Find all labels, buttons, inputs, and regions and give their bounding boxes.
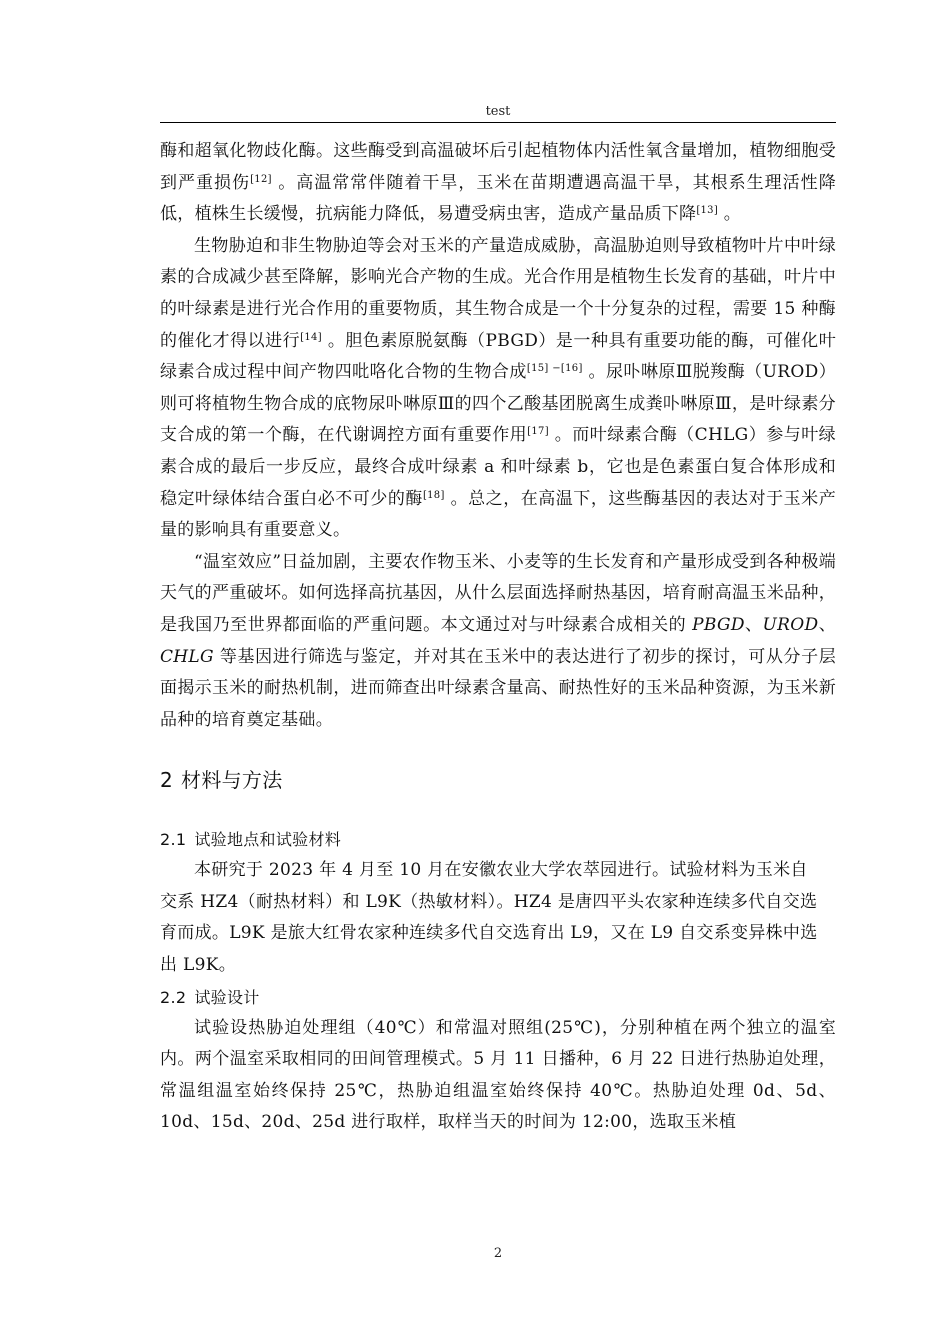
spacer [160,796,836,824]
citation: [14] [300,331,322,343]
page-header: test [485,104,511,119]
text-span: 。 [718,204,742,225]
text-span: 生物胁迫和非生物胁迫等会对玉米的产量造成威胁，高温胁迫则导致植物叶片中叶绿素的合成减少甚至降解，影响光合产物的生成。光合作用是植物生长发育的基础，叶片中的叶绿素是进行光合作用的重要物质，其生物合成是一个十分复杂的过程，需要 15 种酶的催化才得以进行 [160,235,836,351]
citation: [17] [527,426,549,438]
text-span: 、 [818,614,836,635]
subsection-heading-2-2 [160,982,836,1013]
gene-name: CHLG [160,646,214,667]
header-rule [160,122,836,123]
subsection-number: 2.1 [160,830,187,850]
spacer [160,736,836,764]
text-span: 、 [744,614,763,635]
text-span: “温室效应”日益加剧，主要农作物玉米、小麦等的生长发育和产量形成受到各种极端天气的严重破坏。如何选择高抗基因，从什么层面选择耐热基因，培育耐高温玉米品种，是我国乃至世界都面临的严重问题。本文通过对与叶绿素合成相关的 [160,551,836,635]
section-number: 2 [160,768,174,793]
gene-name: UROD [762,614,819,635]
paragraph-2-1: 本研究于 2023 年 4 月至 10 月在安徽农业大学农萃园进行。试验材料为玉米自交系 HZ4（耐热材料）和 L9K（热敏材料）。HZ4 是唐四平头农家种连续多代自交选育而成。L9K 是旅大红骨农家种连续多代自交选育出 L9，又在 L9 自交系变异株中选出 L9K。 [160,860,818,976]
subsection-number: 2.2 [160,987,187,1007]
gene-name: PBGD [692,614,745,635]
section-title: 材料与方法 [181,768,283,793]
citation: [12] [250,173,272,185]
page-number: 2 [493,1246,503,1261]
citation: [13] [696,205,719,217]
citation: [18] [422,489,445,501]
text-span: 等基因进行筛选与鉴定，并对其在玉米中的表达进行了初步的探讨，可从分子层面揭示玉米的耐热机制，进而筛查出叶绿素含量高、耐热性好的玉米品种资源，为玉米新品种的培育奠定基础。 [160,646,836,730]
paragraph-3 [160,547,836,737]
text-span: 。而叶绿素合酶（CHLG）参与叶绿素合成的最后一步反应，最终合成叶绿素 a 和叶绿素 b，它也是色素蛋白复合体形成和稳定叶绿体结合蛋白必不可少的酶 [160,425,836,509]
text-span: 。尿卟啉原Ⅲ脱羧酶（UROD）则可将植物生物合成的底物尿卟啉原Ⅲ的四个乙酸基团脱离生成粪卟啉原Ⅲ，是叶绿素分支合成的第一个酶，在代谢调控方面有重要作用 [160,362,836,446]
text-span: 。总之，在高温下，这些酶基因的表达对于玉米产量的影响具有重要意义。 [160,488,837,541]
text-span: 。胆色素原脱氨酶（PBGD）是一种具有重要功能的酶，可催化叶绿素合成过程中间产物四吡咯化合物的生物合成 [160,330,836,383]
subsection-heading-2-1 [160,824,836,855]
paragraph-2-2: 试验设热胁迫处理组（40℃）和常温对照组(25℃)，分别种植在两个独立的温室内。两个温室采取相同的田间管理模式。5 月 11 日播种，6 月 22 日进行热胁迫处理，常温组温室始终保持 25℃，热胁迫组温室始终保持 40℃。热胁迫处理 0d、5d、10d、15d、20d、25d 进行取样，取样当天的时间为 12:00，选取玉米植 [160,1017,836,1133]
subsection-title: 试验地点和试验材料 [194,830,342,850]
subsection-title: 试验设计 [194,987,260,1007]
paragraph-1 [160,136,836,231]
section-heading-2 [160,764,836,796]
text-span: 。高温常常伴随着干旱，玉米在苗期遭遇高温干旱，其根系生理活性降低，植株生长缓慢，抗病能力降低，易遭受病虫害，造成产量品质下降 [160,172,836,225]
body-text [160,136,836,1139]
citation: [15] −[16] [526,363,583,375]
text-span: 酶和超氧化物歧化酶。这些酶受到高温破坏后引起植物体内活性氧含量增加，植物细胞受到严重损伤 [160,141,836,193]
paragraph-2 [160,231,836,547]
